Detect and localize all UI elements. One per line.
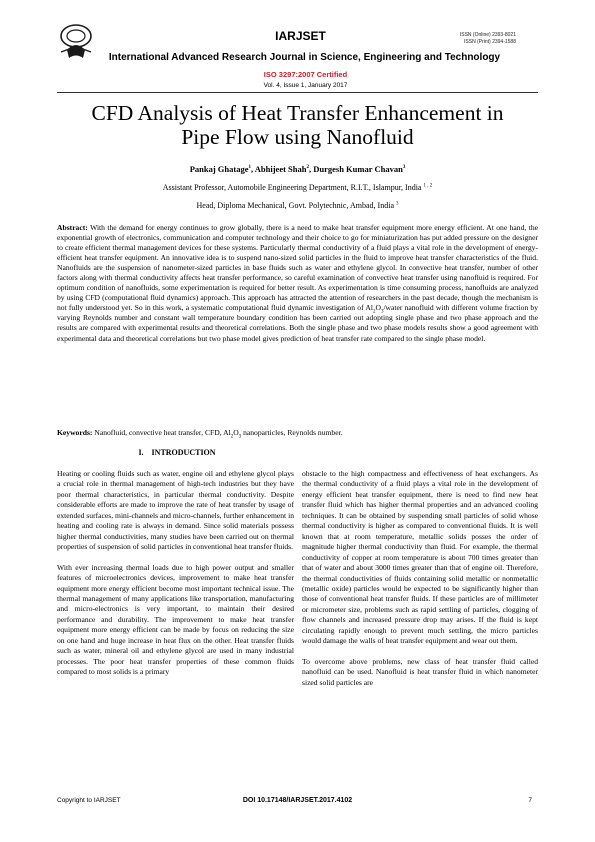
paper-title xyxy=(57,101,538,149)
left-paragraph-1: Heating or cooling fluids such as water, engine oil and ethylene glycol plays a crucial role in thermal management of high-tech industries but they have poor thermal characteristics, in particular thermal conductivity. Despite considerable efforts are made to improve the rate of heat transfer by usage of extended surfaces, mini-channels and micro-channels, further enhancement in heating and cooling rate is always in demand. Since solid materials possess higher thermal conductivities, many studies have been carried out on thermal properties of suspension of solid particles in conventional heat transfer fluids. xyxy=(57,469,294,552)
volume-issue: Vol. 4, Issue 1, January 2017 xyxy=(263,82,348,89)
affiliation-2-text: Head, Diploma Mechanical, Govt. Polytechnic, Ambad, India xyxy=(196,201,394,210)
author-list xyxy=(0,164,595,174)
keywords-text-1: Nanofluid, convective heat transfer, CFD, Al xyxy=(92,428,231,437)
header-divider xyxy=(57,92,538,93)
keywords-sub-2: 3 xyxy=(238,434,242,440)
footer-copyright: Copyright to IARJSET xyxy=(57,797,121,804)
issn-online: ISSN (Online) 2393-8021 xyxy=(459,32,516,38)
footer-doi: DOI 10.17148/IARJSET.2017.4102 xyxy=(242,797,353,804)
affiliation-2-sup: 3 xyxy=(396,201,399,207)
author-3: Durgesh Kumar Chavan xyxy=(313,164,403,174)
keywords-text-2: nanoparticles, Reynolds number. xyxy=(241,428,343,437)
abstract xyxy=(57,223,538,344)
abstract-text-1: With the demand for energy continues to grow globally, there is a need to make heat transfer equipment more energy efficient. At one hand, the exponential growth of electronics, communication and computer technology and their choice to go for miniaturization has put added pressure on the designer to create efficient thermal management devices for these systems. Particularly thermal conductivity of a fluid plays a vital role in the development of energy-efficient heat transfer equipment. An innovative idea is to suspend nano-sized solid particles in the fluid to improve heat transfer characteristics of the fluid. Nanofluids are the suspension of nanometer-sized particles in base fluids such as water and ethylene glycol. In convective heat transfer, number of other factors along with thermal conductivity affects heat transfer performance, so careful examination of convective heat transfer using nanofluid is required. For optimum condition of nanofluids, some experimentation is required for better result. As experimentation is time consuming process, nanofluids are analyzed by using CFD (computational fluid dynamics) approach. This approach has attracted the attention of researchers in the past decade, though the mechanism is not fully understood yet. So in this work, a systematic computational fluid dynamic investigation of Al xyxy=(57,223,538,313)
author-sep-2: , xyxy=(308,164,314,174)
right-column xyxy=(302,469,538,698)
author-1-sup: 1 xyxy=(248,165,251,171)
author-3-sup: 3 xyxy=(402,165,406,171)
author-1: Pankaj Ghatage xyxy=(189,164,249,174)
section-heading-introduction: I. INTRODUCTION xyxy=(138,448,216,457)
author-sep-1: , xyxy=(250,164,255,174)
page-number: 7 xyxy=(528,797,532,804)
affiliation-1-sup: 1 , 2 xyxy=(423,183,433,189)
journal-full-name: International Advanced Research Journal in Science, Engineering and Technology xyxy=(108,52,501,63)
right-paragraph-1: obstacle to the high compactness and effectiveness of heat exchangers. As the thermal conductivity of a fluid plays a vital role in the development of energy efficient heat transfer equipment, there is need to find new heat transfer fluid which has higher thermal properties and an advanced cooling techniques. It can be obtained by suspending small particles of solid whose thermal conductivity is higher as compared to conventional fluids. It is well known that at room temperature, metallic solids posses the order of magnitude higher thermal conductivity than fluid. For example, the thermal conductivity of copper at room temperature is about 700 times greater than that of water and about 3000 times greater than that of engine oil. Therefore, the thermal conductivities of fluids containing solid metallic or nonmetallic (metallic oxide) particles would be expected to be significantly higher than those of conventional heat transfer fluids. If these particles are of millimeter or micrometer size, problems such as rapid settling of particles, clogging of flow channels and increased pressure drop may arises. If the fluid is kept circulating rapidly enough to prevent much settling, the micro particles would damage the walls of heat transfer equipment and wear out them. xyxy=(302,469,538,646)
abstract-sub-1: 2 xyxy=(372,309,376,315)
author-2: Abhijeet Shah xyxy=(254,164,307,174)
author-2-sup: 2 xyxy=(306,165,309,171)
left-paragraph-2: With ever increasing thermal loads due to high power output and smaller features of microelectronics devices, improvement to make heat transfer equipment more energy efficient become most important technical issue. The thermal management of many applications like transportation, manufacturing and micro-electronics is very important, to maintain their desired performance and durability. The improvement to make heat transfer equipment more energy efficient can be made by focus on reducing the size on one hand and huge increase in heat flux on the other. Heat transfer fluids such as water, mineral oil and ethylene glycol are used in many industrial processes. The poor heat transfer properties of these common fluids compared to most solids is a primary xyxy=(57,562,294,677)
abstract-text-2: /water nanofluid with different volume fraction by varying Reynolds number and constant wall temperature boundary condition has been carried out adopting single phase and two phase approach and the results are compared with experimental results and theoretical correlations. Both the single phase and two phase models results show a good agreement with experimental data and theoretical correlations but two phase model gives prediction of heat transfer rate compared to the single phase model. xyxy=(57,303,538,343)
affiliation-2 xyxy=(0,201,595,210)
title-line-1: CFD Analysis of Heat Transfer Enhancement in xyxy=(91,101,504,125)
left-column xyxy=(57,469,294,688)
right-paragraph-2: To overcome above problems, new class of heat transfer fluid called nanofluid can be used. Nanofluid is heat transfer fluid in which nanometer sized solid particles are xyxy=(302,656,538,687)
affiliation-1-text: Assistant Professor, Automobile Engineering Department, R.I.T., Islampur, India xyxy=(162,183,422,192)
keywords-sub-1: 2 xyxy=(230,434,234,440)
abstract-oxygen: O xyxy=(375,303,381,313)
iso-certification: ISO 3297:2007 Certified xyxy=(263,70,348,79)
keywords-oxygen: O xyxy=(233,428,239,437)
keywords-label: Keywords: xyxy=(57,428,93,437)
journal-short-name: IARJSET xyxy=(275,29,326,43)
issn-print: ISSN (Print) 2394-1588 xyxy=(464,39,516,45)
title-line-2: Pipe Flow using Nanofluid xyxy=(181,125,414,149)
abstract-label: Abstract: xyxy=(57,223,88,232)
affiliation-1 xyxy=(0,183,595,192)
abstract-sub-2: 3 xyxy=(380,309,384,315)
keywords xyxy=(57,428,538,438)
